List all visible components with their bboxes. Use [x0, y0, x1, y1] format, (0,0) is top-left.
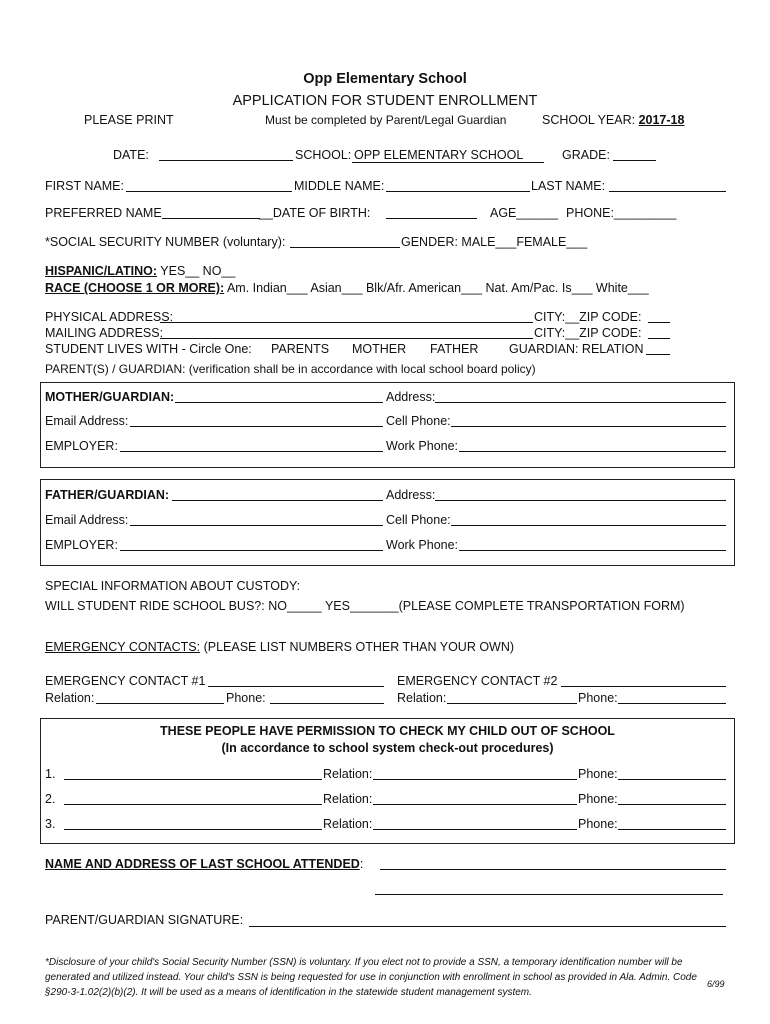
school-year	[542, 113, 684, 127]
hispanic-row	[45, 264, 235, 278]
physical-address-label: PHYSICAL ADDRESS:	[45, 310, 174, 324]
checkout-row-2-num: 2.	[45, 792, 56, 806]
date-field[interactable]	[159, 160, 293, 161]
option-guardian[interactable]: GUARDIAN: RELATION	[509, 342, 644, 356]
mailing-address-field[interactable]	[160, 338, 533, 339]
verification-note: PARENT(S) / GUARDIAN: (verification shall be in accordance with local school board policy)	[45, 362, 536, 376]
ssn-field[interactable]	[290, 247, 400, 248]
school-label: SCHOOL:	[295, 148, 352, 162]
school-year-value: 2017-18	[638, 113, 685, 127]
preferred-name-field[interactable]	[162, 218, 260, 219]
signature-field[interactable]	[249, 926, 726, 927]
father-email-field[interactable]	[130, 525, 383, 526]
checkout-subtitle: (In accordance to school system check-out procedures)	[221, 741, 554, 755]
race-options[interactable]: Am. Indian___ Asian___ Blk/Afr. American___ Nat. Am/Pac. Is___ White___	[224, 281, 649, 295]
bus-question[interactable]: WILL STUDENT RIDE SCHOOL BUS?: NO_____ YES_______(PLEASE COMPLETE TRANSPORTATION FORM)	[45, 599, 685, 613]
lives-with-label: STUDENT LIVES WITH - Circle One:	[45, 342, 252, 356]
father-work-label: Work Phone:	[386, 538, 459, 552]
first-name-label: FIRST NAME:	[45, 179, 124, 193]
mother-work-label: Work Phone:	[386, 439, 459, 453]
mother-cell-label: Cell Phone:	[386, 414, 451, 428]
first-name-field[interactable]	[126, 191, 292, 192]
emergency-2-relation-label: Relation:	[397, 691, 447, 705]
checkout-row-2-phone-field[interactable]	[618, 804, 726, 805]
last-school-field-2[interactable]	[375, 894, 723, 895]
checkout-row-2-relation-field[interactable]	[373, 804, 577, 805]
mailing-zip-field[interactable]	[648, 338, 670, 339]
emergency-contact-2-label: EMERGENCY CONTACT #2	[397, 674, 558, 688]
revision-code: 6/99	[707, 979, 725, 989]
signature-label: PARENT/GUARDIAN SIGNATURE:	[45, 913, 244, 927]
checkout-row-1-phone-field[interactable]	[618, 779, 726, 780]
emergency-2-relation-field[interactable]	[447, 703, 577, 704]
please-print: PLEASE PRINT	[84, 113, 174, 127]
mother-name-field[interactable]	[175, 402, 383, 403]
mother-heading: MOTHER/GUARDIAN:	[45, 390, 175, 404]
dob-label: __DATE OF BIRTH:	[259, 206, 371, 220]
checkout-row-2-phone-label: Phone:	[578, 792, 618, 806]
hispanic-options[interactable]: YES__ NO__	[157, 264, 236, 278]
checkout-row-1-relation-label: Relation:	[323, 767, 373, 781]
date-label: DATE:	[113, 148, 149, 162]
guardian-relation-field[interactable]	[646, 354, 670, 355]
checkout-row-3-num: 3.	[45, 817, 56, 831]
checkout-row-3-relation-field[interactable]	[373, 829, 577, 830]
completed-by-note: Must be completed by Parent/Legal Guardian	[265, 113, 507, 127]
emergency-contact-1-label: EMERGENCY CONTACT #1	[45, 674, 206, 688]
checkout-row-2-name-field[interactable]	[64, 804, 322, 805]
middle-name-label: MIDDLE NAME:	[294, 179, 385, 193]
school-year-label: SCHOOL YEAR:	[542, 113, 636, 127]
phone-label[interactable]: PHONE:_________	[566, 206, 677, 220]
emergency-1-phone-field[interactable]	[270, 703, 384, 704]
mother-email-label: Email Address:	[45, 414, 129, 428]
hispanic-label: HISPANIC/LATINO:	[45, 264, 158, 278]
grade-label: GRADE:	[562, 148, 610, 162]
checkout-row-1-phone-label: Phone:	[578, 767, 618, 781]
emergency-heading-row	[45, 640, 514, 654]
physical-address-field[interactable]	[160, 322, 533, 323]
mother-address-field[interactable]	[435, 402, 726, 403]
checkout-row-3-name-field[interactable]	[64, 829, 322, 830]
preferred-name-label: PREFERRED NAME	[45, 206, 162, 220]
emergency-1-relation-field[interactable]	[96, 703, 224, 704]
middle-name-field[interactable]	[386, 191, 530, 192]
emergency-1-relation-label: Relation:	[45, 691, 95, 705]
race-label: RACE (CHOOSE 1 OR MORE):	[45, 281, 225, 295]
physical-city-zip-label: CITY:__ZIP CODE:	[534, 310, 642, 324]
form-title: APPLICATION FOR STUDENT ENROLLMENT	[232, 93, 538, 109]
checkout-row-3-phone-field[interactable]	[618, 829, 726, 830]
race-row	[45, 281, 649, 295]
mother-email-field[interactable]	[130, 426, 383, 427]
father-heading: FATHER/GUARDIAN:	[45, 488, 170, 502]
checkout-row-1-name-field[interactable]	[64, 779, 322, 780]
checkout-title: THESE PEOPLE HAVE PERMISSION TO CHECK MY CHILD OUT OF SCHOOL	[160, 724, 615, 738]
emergency-contact-1-field[interactable]	[208, 686, 384, 687]
emergency-heading-note: (PLEASE LIST NUMBERS OTHER THAN YOUR OWN)	[200, 640, 515, 654]
mother-employer-label: EMPLOYER:	[45, 439, 118, 453]
checkout-row-3-phone-label: Phone:	[578, 817, 618, 831]
age-label[interactable]: AGE______	[490, 206, 559, 220]
last-school-label: NAME AND ADDRESS OF LAST SCHOOL ATTENDED	[45, 857, 360, 871]
emergency-2-phone-field[interactable]	[618, 703, 726, 704]
last-school-field-1[interactable]	[380, 869, 726, 870]
mother-work-field[interactable]	[459, 451, 726, 452]
mother-employer-field[interactable]	[120, 451, 383, 452]
last-school-colon: :	[359, 857, 364, 871]
emergency-2-phone-label: Phone:	[578, 691, 618, 705]
mailing-address-label: MAILING ADDRESS:	[45, 326, 164, 340]
emergency-1-phone-label: Phone:	[226, 691, 266, 705]
mother-address-label: Address:	[386, 390, 436, 404]
father-cell-label: Cell Phone:	[386, 513, 451, 527]
mailing-city-zip-label: CITY:__ZIP CODE:	[534, 326, 642, 340]
school-name: Opp Elementary School	[303, 71, 467, 87]
grade-field[interactable]	[613, 160, 656, 161]
father-address-label: Address:	[386, 488, 436, 502]
option-mother[interactable]: MOTHER	[352, 342, 407, 356]
last-name-field[interactable]	[609, 191, 726, 192]
dob-field[interactable]	[386, 218, 477, 219]
father-name-field[interactable]	[172, 500, 383, 501]
gender-label[interactable]: GENDER: MALE___FEMALE___	[401, 235, 588, 249]
emergency-heading: EMERGENCY CONTACTS:	[45, 640, 201, 654]
option-parents[interactable]: PARENTS	[271, 342, 330, 356]
father-employer-label: EMPLOYER:	[45, 538, 118, 552]
father-cell-field[interactable]	[451, 525, 726, 526]
father-address-field[interactable]	[435, 500, 726, 501]
emergency-contact-2-field[interactable]	[561, 686, 726, 687]
option-father[interactable]: FATHER	[430, 342, 479, 356]
father-employer-field[interactable]	[120, 550, 383, 551]
checkout-row-2-relation-label: Relation:	[323, 792, 373, 806]
special-custody-label: SPECIAL INFORMATION ABOUT CUSTODY:	[45, 579, 301, 593]
ssn-label: *SOCIAL SECURITY NUMBER (voluntary):	[45, 235, 286, 249]
father-email-label: Email Address:	[45, 513, 129, 527]
physical-zip-field[interactable]	[648, 322, 670, 323]
ssn-disclosure-footnote: *Disclosure of your child's Social Security Number (SSN) is voluntary. If you elect not to provide a SSN, a temporary identification number will be generated and utilized instead. Your child's SSN is being requested for use in conjunction with enrollment in school as provided in Ala. Admin. Code §290-3-1.02(2)(b)(2). It will be used as a means of identification in the statewide student management system.	[45, 957, 697, 998]
school-field[interactable]: OPP ELEMENTARY SCHOOL	[352, 148, 544, 163]
last-name-label: LAST NAME:	[531, 179, 606, 193]
mother-cell-field[interactable]	[451, 426, 726, 427]
father-work-field[interactable]	[459, 550, 726, 551]
checkout-row-1-relation-field[interactable]	[373, 779, 577, 780]
checkout-row-1-num: 1.	[45, 767, 56, 781]
last-school-row	[45, 857, 363, 871]
checkout-row-3-relation-label: Relation:	[323, 817, 373, 831]
